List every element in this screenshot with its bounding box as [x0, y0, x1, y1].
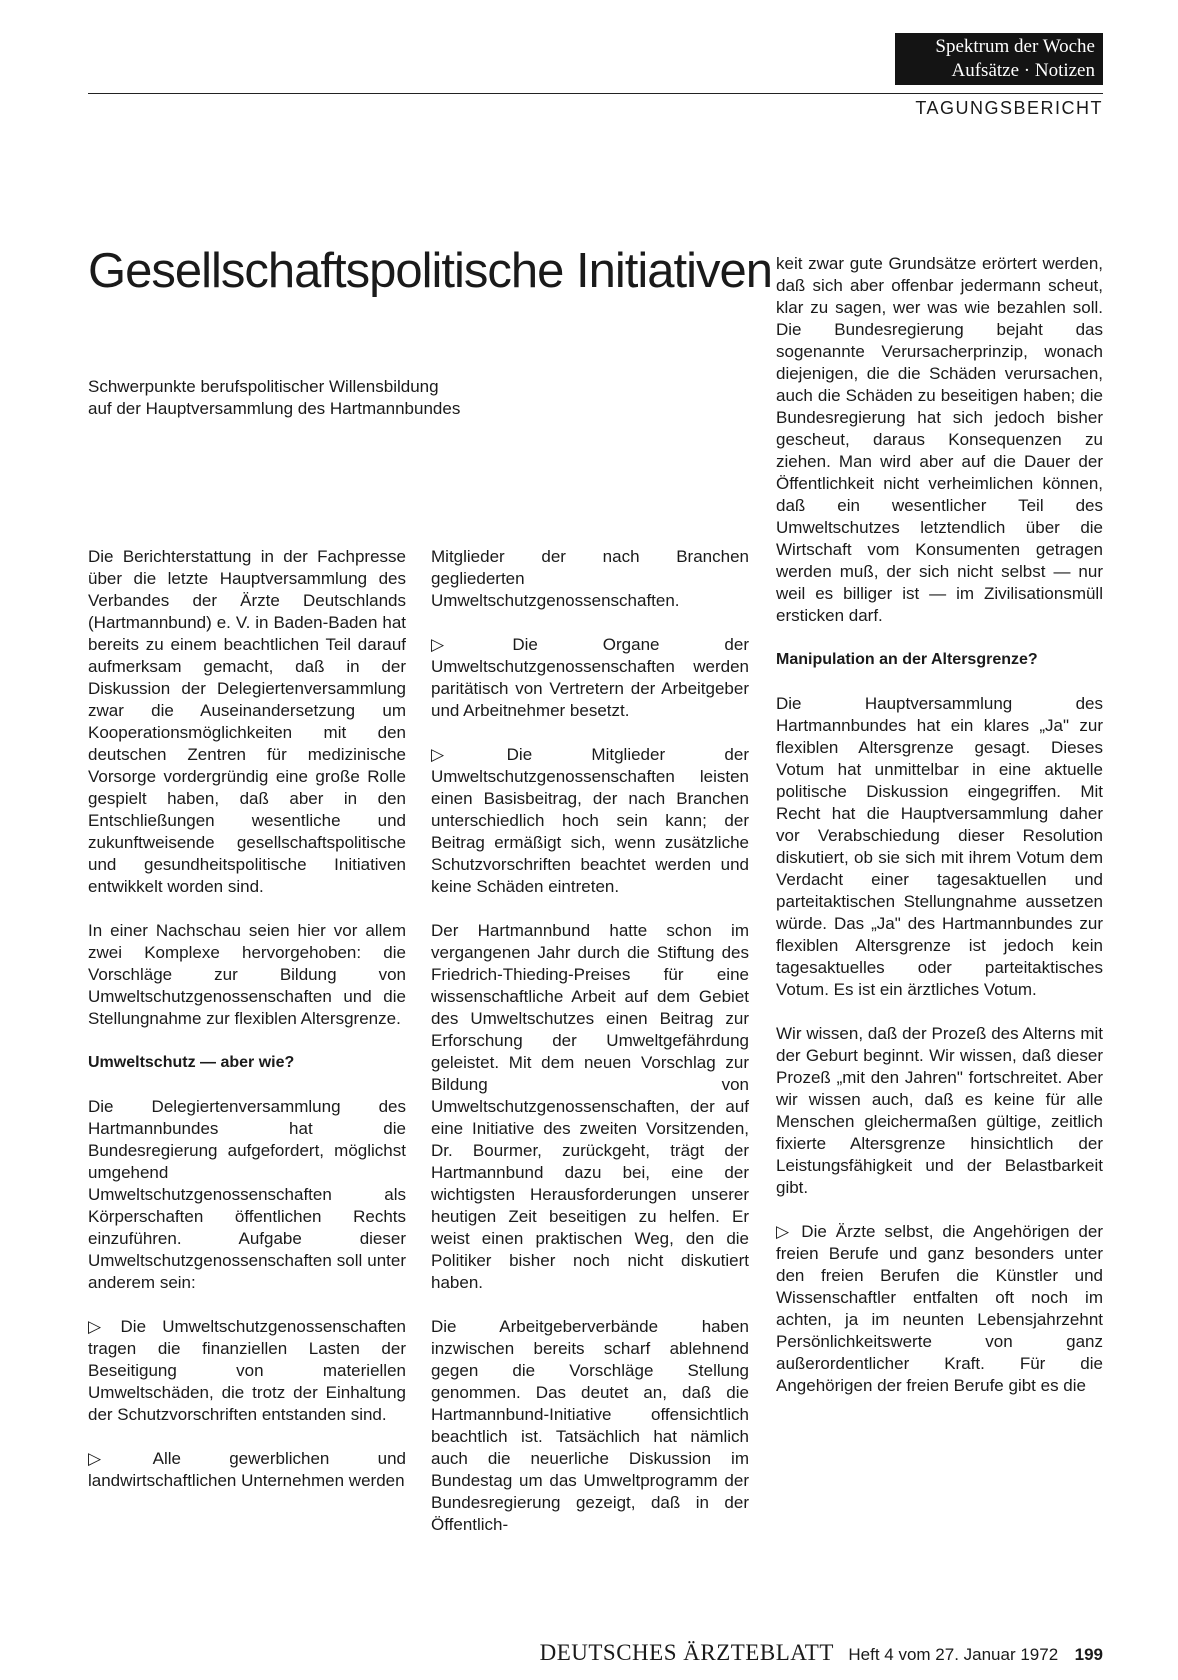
triangle-bullet-icon: ▷	[88, 1317, 113, 1336]
issue-info: Heft 4 vom 27. Januar 1972	[848, 1645, 1059, 1664]
bullet-item	[431, 744, 749, 898]
article-title: Gesellschaftspolitische Initiativen	[88, 244, 773, 298]
paragraph: In einer Nachschau seien hier vor allem zwei Komplexe hervorgehoben: die Vorschläge zur Bildung von Umweltschutzgenossenschaften und die Stellungnahme zur flexiblen Altersgrenze.	[88, 921, 406, 1028]
bullet-text: Die Umweltschutzgenossenschaften tragen die finanziellen Lasten der Beseitigung von materiellen Umweltschäden, die trotz der Einhaltung der Schutzvorschriften entstanden sind.	[88, 1317, 407, 1424]
subtitle-line-2: auf der Hauptversammlung des Hartmannbundes	[88, 399, 461, 418]
header-rule	[88, 93, 1103, 94]
paragraph: Mitglieder der nach Branchen gegliederten Umweltschutzgenossenschaften.	[431, 547, 749, 610]
article-subtitle	[88, 376, 728, 420]
paragraph: Der Hartmannbund hatte schon im vergangenen Jahr durch die Stiftung des Friedrich-Thieding-Preises für eine wissenschaftliche Arbeit auf dem Gebiet des Umweltschutzes einen Beitrag zur Erforschung der Umweltgefährdung geleistet. Mit dem neuen Vorschlag zur Bildung von Umweltschutzgenossenschaften, der auf eine Initiative des zweiten Vorsitzenden, Dr. Bourmer, zurückgeht, trägt der Hartmannbund dazu bei, eine der wichtigsten Herausforderungen unserer heutigen Zeit beseitigen zu helfen. Er weist einen praktischen Weg, den die Politiker bisher noch nicht diskutiert haben.	[431, 921, 749, 1292]
paragraph: Die Berichterstattung in der Fachpresse über die letzte Hauptversammlung des Verbandes der Ärzte Deutschlands (Hartmannbund) e. V. in Baden-Baden hat bereits zu einem beachtlichen Teil darauf aufmerksam gemacht, daß in der Diskussion der Delegiertenversammlung zwar die Auseinandersetzung um Kooperationsmöglichkeiten mit den deutschen Zentren für medizinische Vorsorge vordergründig eine große Rolle gespielt haben, daß aber in den Entschließungen wesentliche und zukunftweisende gesellschaftspolitische und gesundheitspolitische Initiativen entwikkelt worden sind.	[88, 547, 406, 896]
triangle-bullet-icon: ▷	[776, 1222, 794, 1241]
badge-line-2: Aufsätze · Notizen	[951, 60, 1095, 81]
bullet-item	[88, 1316, 406, 1426]
column-2	[431, 546, 749, 1558]
column-1	[88, 546, 406, 1514]
bullet-item	[431, 634, 749, 722]
subtitle-line-1: Schwerpunkte berufspolitischer Willensbildung	[88, 377, 439, 396]
paragraph: Die Arbeitgeberverbände haben inzwischen bereits scharf ablehnend gegen die Vorschläge Stellung genommen. Das deutet an, daß die Hartmannbund-Initiative offensichtlich beachtlich ist. Tatsächlich hat nämlich auch die neuerliche Diskussion im Bundestag um das Umweltprogramm der Bundesregierung gezeigt, daß in der Öffentlich-	[431, 1317, 749, 1534]
paragraph: Die Delegiertenversammlung des Hartmannbundes hat die Bundesregierung aufgefordert, möglichst umgehend Umweltschutzgenossenschaften als Körperschaften öffentlichen Rechts einzuführen. Aufgabe dieser Umweltschutzgenossenschaften soll unter anderem sein:	[88, 1097, 406, 1292]
column-3	[776, 253, 1103, 1419]
magazine-name: DEUTSCHES ÄRZTEBLATT	[539, 1640, 834, 1665]
paragraph: Die Hauptversammlung des Hartmannbundes hat ein klares „Ja" zur flexiblen Altersgrenze gesagt. Dieses Votum hat unmittelbar in eine aktuelle politische Diskussion eingegriffen. Mit Recht hat die Hauptversammlung daher vor Verabschiedung dieser Resolution diskutiert, ob sie sich mit ihrem Votum dem Verdacht einer tagesaktuellen und parteitaktischen Stellungnahme aussetzen würde. Das „Ja" des Hartmannbundes zur flexiblen Altersgrenze ist jedoch kein tagesaktuelles oder parteitaktisches Votum. Es ist ein ärztliches Votum.	[776, 694, 1103, 999]
triangle-bullet-icon: ▷	[431, 635, 505, 654]
bullet-text: Die Organe der Umweltschutzgenossenschaften werden paritätisch von Vertretern der Arbeitgeber und Arbeitnehmer besetzt.	[431, 635, 749, 720]
bullet-text: Die Mitglieder der Umweltschutzgenossenschaften leisten einen Basisbeitrag, der nach Branchen unterschiedlich hoch sein kann; der Beitrag ermäßigt sich, wenn zusätzliche Schutzvorschriften beachtet werden und keine Schäden eintreten.	[431, 745, 749, 896]
page-footer	[470, 1640, 1103, 1666]
paragraph: keit zwar gute Grundsätze erörtert werden, daß sich aber offenbar jedermann scheut, klar zu sagen, wer was wie bezahlen soll. Die Bundesregierung bejaht das sogenannte Verursacherprinzip, wonach diejenigen, die die Schäden verursachen, auch die Schäden zu beseitigen haben; die Bundesregierung hat sich jedoch bisher gescheut, daraus Konsequenzen zu ziehen. Man wird aber auf die Dauer der Öffentlichkeit nicht verheimlichen können, daß ein wesentlicher Teil des Umweltschutzes letztendlich über die Wirtschaft vom Konsumenten getragen werden muß, der sich nicht selbst — nur weil es billiger ist — im Zivilisationsmüll ersticken darf.	[776, 254, 1103, 625]
bullet-item	[88, 1448, 406, 1492]
section-heading: Manipulation an der Altersgrenze?	[776, 651, 1038, 668]
page-number: 199	[1074, 1645, 1103, 1664]
paragraph: Wir wissen, daß der Prozeß des Alterns mit der Geburt beginnt. Wir wissen, daß dieser Prozeß „mit den Jahren" fortschreitet. Aber wir wissen auch, daß es keine für alle Menschen gleichermaßen gültige, zeitlich fixierte Altersgrenze hinsichtlich der Leistungsfähigkeit und der Belastbarkeit gibt.	[776, 1024, 1103, 1197]
section-label: TAGUNGSBERICHT	[915, 98, 1103, 118]
bullet-item	[776, 1221, 1103, 1397]
badge-line-1: Spektrum der Woche	[935, 36, 1095, 57]
triangle-bullet-icon: ▷	[88, 1449, 145, 1468]
section-badge	[895, 33, 1103, 85]
bullet-text: Die Ärzte selbst, die Angehörigen der freien Berufe und ganz besonders unter den freien Berufen die Künstler und Wissenschaftler entfalten oft noch im achten, ja im neunten Lebensjahrzehnt Persönlichkeitswerte von ganz außerordentlicher Kraft. Für die Angehörigen der freien Berufe gibt es die	[776, 1222, 1104, 1395]
bullet-text: Alle gewerblichen und landwirtschaftlichen Unternehmen werden	[88, 1449, 406, 1490]
section-heading: Umweltschutz — aber wie?	[88, 1054, 295, 1071]
triangle-bullet-icon: ▷	[431, 745, 499, 764]
